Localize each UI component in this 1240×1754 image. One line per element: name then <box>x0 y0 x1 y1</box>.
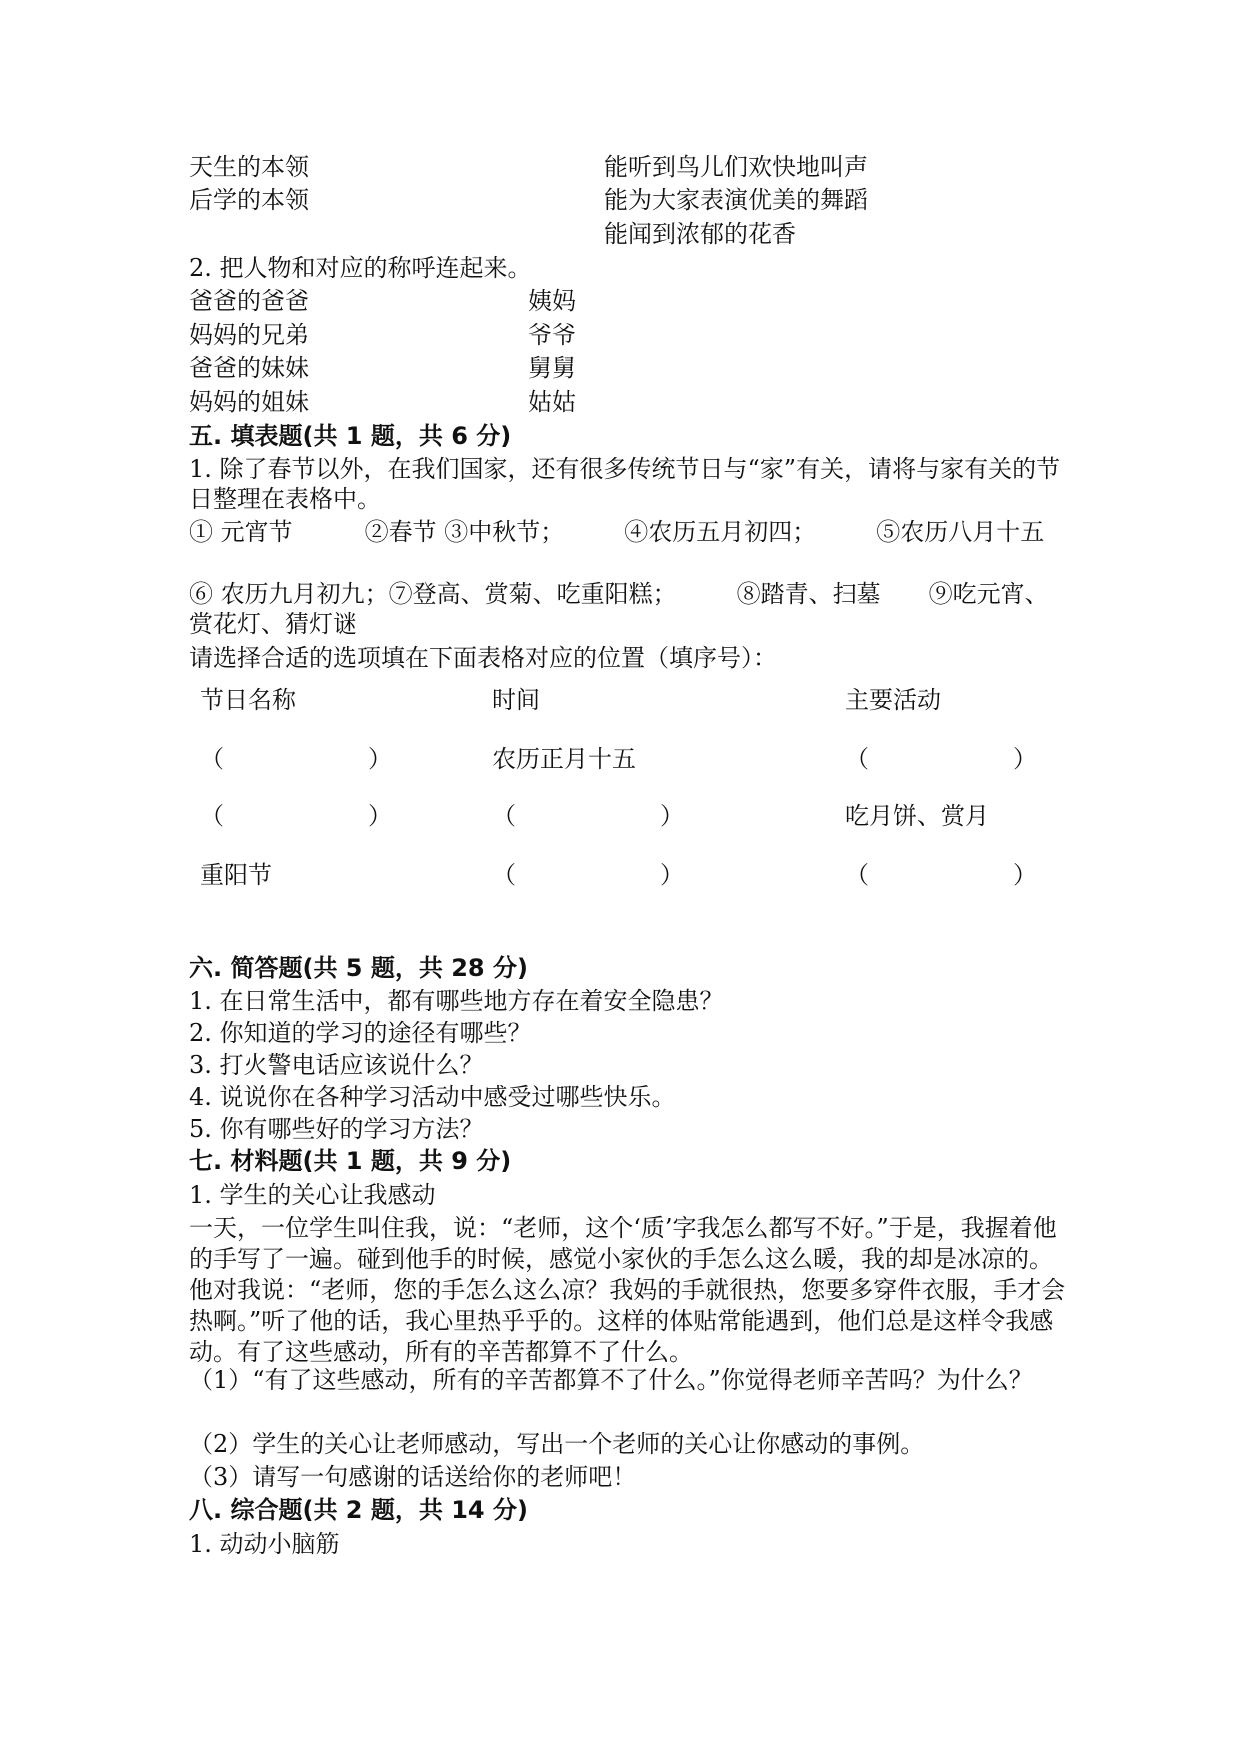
section7-passage: 一天，一位学生叫住我，说：“老师，这个‘质’字我怎么都写不好。”于是，我握着他的手写了一遍。碰到他手的时候，感觉小家伙的手怎么这么暖，我的却是冰凉的。他对我说：“老师，您的手怎么这么凉？我妈的手就很热，您要多穿件衣服，手才会热啊。”听了他的话，我心里热乎乎的。这样的体贴常能遇到，他们总是这样令我感动。有了这些感动，所有的辛苦都算不了什么。 <box>189 1214 1066 1366</box>
table-cell-blank[interactable]: （ ） <box>200 745 392 773</box>
match1-left-item: 天生的本领 <box>189 153 309 181</box>
match2-left-item: 妈妈的兄弟 <box>189 321 309 349</box>
section5-question: 1. 除了春节以外，在我们国家，还有很多传统节日与“家”有关，请将与家有关的节日整理在表格中。 <box>189 455 1061 513</box>
section5-heading: 五. 填表题(共 1 题，共 6 分) <box>189 422 512 450</box>
section7-subquestion: （2）学生的关心让老师感动，写出一个老师的关心让你感动的事例。 <box>189 1430 925 1458</box>
section7-subquestion: （3）请写一句感谢的话送给你的老师吧！ <box>189 1463 637 1491</box>
table-cell-blank[interactable]: （ ） <box>492 861 684 889</box>
match2-right-item: 舅舅 <box>528 354 576 382</box>
match1-left-item: 后学的本领 <box>189 186 309 214</box>
table-cell-blank[interactable]: （ ） <box>492 802 684 830</box>
section8-question: 1. 动动小脑筋 <box>189 1530 340 1558</box>
table-header-name: 节日名称 <box>200 686 296 714</box>
table-cell-blank[interactable]: （ ） <box>845 861 1037 889</box>
match2-left-item: 爸爸的爸爸 <box>189 287 309 315</box>
table-cell-blank[interactable]: （ ） <box>200 802 392 830</box>
match2-right-item: 爷爷 <box>528 321 576 349</box>
section5-options-line1: ① 元宵节 ②春节 ③中秋节； ④农历五月初四； ⑤农历八月十五 <box>189 518 1045 546</box>
match1-right-item: 能为大家表演优美的舞蹈 <box>604 186 868 214</box>
match1-right-item: 能闻到浓郁的花香 <box>604 220 796 248</box>
match2-question: 2. 把人物和对应的称呼连起来。 <box>189 254 532 282</box>
section6-question: 5. 你有哪些好的学习方法？ <box>189 1115 484 1143</box>
table-header-time: 时间 <box>492 686 540 714</box>
match2-right-item: 姑姑 <box>528 388 576 416</box>
match2-left-item: 爸爸的妹妹 <box>189 354 309 382</box>
section6-heading: 六. 简答题(共 5 题，共 28 分) <box>189 954 528 982</box>
match2-right-item: 姨妈 <box>528 287 576 315</box>
section7-heading: 七. 材料题(共 1 题，共 9 分) <box>189 1147 512 1175</box>
section6-question: 3. 打火警电话应该说什么？ <box>189 1051 484 1079</box>
table-header-activity: 主要活动 <box>845 686 941 714</box>
section7-subquestion: （1）“有了这些感动，所有的辛苦都算不了什么。”你觉得老师辛苦吗？为什么？ <box>189 1366 1033 1394</box>
section7-title: 1. 学生的关心让我感动 <box>189 1181 436 1209</box>
table-cell: 农历正月十五 <box>492 745 636 773</box>
match2-left-item: 妈妈的姐妹 <box>189 388 309 416</box>
table-cell: 重阳节 <box>200 861 272 889</box>
section5-options-line2: ⑥ 农历九月初九；⑦登高、赏菊、吃重阳糕； ⑧踏青、扫墓 ⑨吃元宵、赏花灯、猜灯谜 <box>189 580 1049 638</box>
section5-instruction: 请选择合适的选项填在下面表格对应的位置（填序号）： <box>189 644 777 672</box>
table-cell-blank[interactable]: （ ） <box>845 745 1037 773</box>
section6-question: 1. 在日常生活中，都有哪些地方存在着安全隐患？ <box>189 987 724 1015</box>
section6-question: 2. 你知道的学习的途径有哪些？ <box>189 1019 532 1047</box>
section6-question: 4. 说说你在各种学习活动中感受过哪些快乐。 <box>189 1083 676 1111</box>
match1-right-item: 能听到鸟儿们欢快地叫声 <box>604 153 868 181</box>
section8-heading: 八. 综合题(共 2 题，共 14 分) <box>189 1496 528 1524</box>
table-cell: 吃月饼、赏月 <box>845 802 989 830</box>
